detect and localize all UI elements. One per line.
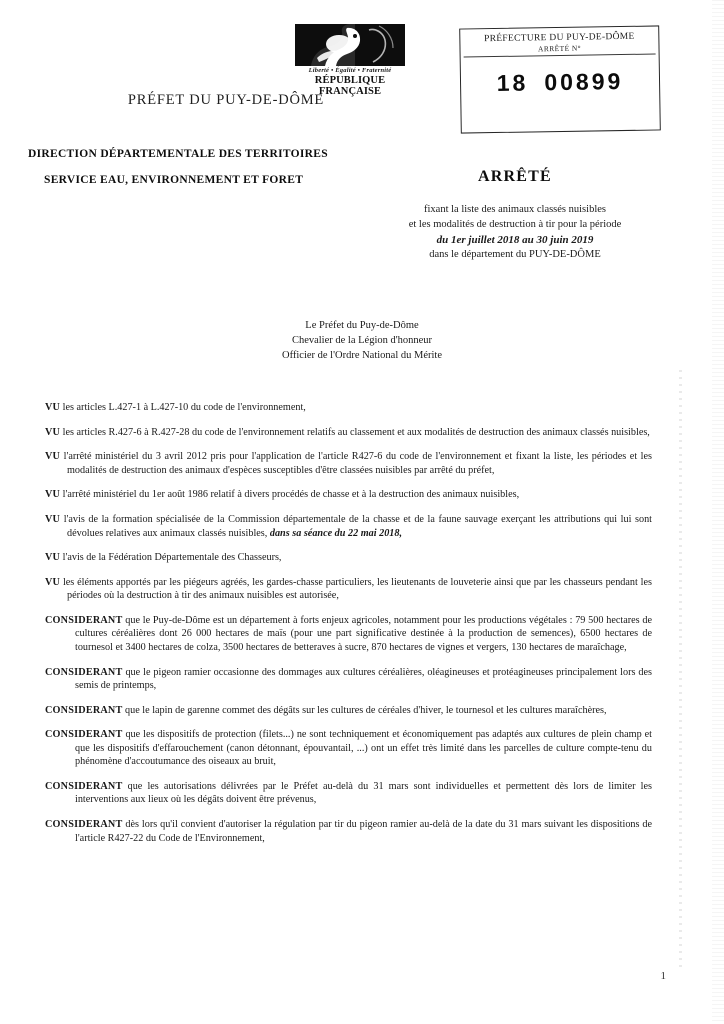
republic-name: RÉPUBLIQUE FRANÇAISE <box>314 75 386 97</box>
clause-considerant-7 <box>45 614 652 655</box>
clause-considerant-9 <box>45 704 652 718</box>
clause-text: l'arrêté ministériel du 3 avril 2012 pris pour l'application de l'article R427-6 du code de l'environnement et fixant la liste, les périodes et les modalités de destruction des animaux d'espèces susceptibles d'être classées nuisibles par arrêté du préfet, <box>60 451 652 476</box>
clause-keyword: CONSIDERANT <box>45 704 123 716</box>
decree-title: ARRÊTÉ <box>478 168 552 185</box>
clause-text: les articles L.427-1 à L.427-10 du code de l'environnement, <box>60 402 306 414</box>
clause-keyword: CONSIDERANT <box>45 614 123 626</box>
direction-heading: DIRECTION DÉPARTEMENTALE DES TERRITOIRES <box>28 148 328 160</box>
clause-text: que le pigeon ramier occasionne des dommages aux cultures céréalières, oléagineuses et protéagineuses principalement lors des semis de printemps, <box>75 666 652 692</box>
clause-list <box>45 391 652 856</box>
republic-emblem-block <box>283 24 417 97</box>
decree-subtitle-period: du 1er juillet 2018 au 30 juin 2019 <box>436 233 594 246</box>
clause-keyword: VU <box>45 402 61 414</box>
scan-artifact-right <box>712 0 724 1024</box>
decree-title-block <box>355 168 675 263</box>
stamp-number-year: 18 <box>496 69 529 96</box>
decree-subtitle-line-2: et les modalités de destruction à tir pour la période <box>408 218 622 230</box>
marianne-icon <box>295 24 405 66</box>
stamp-header <box>463 26 655 57</box>
clause-vu-1 <box>45 426 652 440</box>
prefet-identity-block <box>0 318 724 364</box>
clause-vu-5 <box>45 551 652 565</box>
clause-considerant-10 <box>45 728 652 769</box>
clause-considerant-12 <box>45 818 652 845</box>
clause-text: l'avis de la formation spécialisée de la Commission départementale de la chasse et de la faune sauvage exerçant les attributions qui lui sont dévolues relatives aux animaux classés nuisibles, <box>60 514 652 539</box>
identity-line-1: Le Préfet du Puy-de-Dôme <box>305 320 419 331</box>
decree-subtitle-line-1: fixant la liste des animaux classés nuisibles <box>424 204 606 215</box>
arrete-stamp-box <box>459 25 661 133</box>
clause-vu-6 <box>45 576 652 603</box>
clause-emphasis: dans sa séance du 22 mai 2018, <box>269 527 403 539</box>
clause-vu-0 <box>45 401 652 415</box>
clause-text: que les dispositifs de protection (filets...) ne sont techniquement et économiquement pas adaptés aux cultures de plein champ et que les dispositifs d'effarouchement (canon détonnant, épouvantail, ...) ont un effet très limité dans les parcelles de culture compte-tenu du phénomène d'accoutumance des oiseaux au bruit, <box>75 729 652 768</box>
clause-considerant-11 <box>45 780 652 807</box>
clause-keyword: VU <box>45 552 61 564</box>
prefet-heading: PRÉFET DU PUY-DE-DÔME <box>127 92 325 108</box>
stamp-number <box>461 67 659 97</box>
scan-artifact-column <box>679 370 682 970</box>
stamp-prefecture-label: PRÉFECTURE DU PUY-DE-DÔME <box>483 31 635 45</box>
clause-text: les articles R.427-6 à R.427-28 du code de l'environnement relatifs au classement et aux modalités de destruction des animaux classés nuisibles, <box>60 426 650 438</box>
clause-text: l'arrêté ministériel du 1er août 1986 relatif à divers procédés de chasse et à la destruction des animaux nuisibles, <box>60 489 520 501</box>
service-heading: SERVICE EAU, ENVIRONNEMENT ET FORET <box>44 174 304 186</box>
clause-keyword: VU <box>45 489 61 501</box>
stamp-number-serial: 00899 <box>544 68 624 96</box>
clause-keyword: VU <box>45 514 61 525</box>
decree-subtitle-department: dans le département du PUY-DE-DÔME <box>429 249 601 261</box>
clause-keyword: VU <box>45 426 61 438</box>
clause-text: que les autorisations délivrées par le Préfet au-delà du 31 mars sont individuelles et permettent dès lors de limiter les interventions aux lieux où les dégâts doivent être prévenus, <box>75 780 652 806</box>
clause-keyword: CONSIDERANT <box>45 780 123 792</box>
stamp-arrete-label: ARRÊTÉ N° <box>537 43 582 54</box>
clause-considerant-8 <box>45 666 652 693</box>
identity-line-3: Officier de l'Ordre National du Mérite <box>281 350 442 362</box>
page-number: 1 <box>660 970 666 982</box>
clause-vu-4 <box>45 513 652 540</box>
clause-text: dès lors qu'il convient d'autoriser la régulation par tir du pigeon ramier au-delà de la date du 31 mars suivant les dispositions de l'article R427-22 du Code de l'Environnement, <box>75 819 652 844</box>
decree-subtitle <box>355 203 675 263</box>
clause-keyword: VU <box>45 576 61 588</box>
identity-line-2: Chevalier de la Légion d'honneur <box>291 335 433 347</box>
clause-keyword: CONSIDERANT <box>45 666 123 678</box>
clause-keyword: CONSIDERANT <box>45 729 123 741</box>
clause-text: que le lapin de garenne commet des dégâts sur les cultures de céréales d'hiver, le tournesol et les cultures maraîchères, <box>122 704 607 716</box>
republic-motto: Liberté • Égalité • Fraternité <box>308 67 392 74</box>
clause-text: l'avis de la Fédération Départementale des Chasseurs, <box>60 552 282 564</box>
clause-vu-2 <box>45 450 652 477</box>
clause-text: les éléments apportés par les piégeurs agréés, les gardes-chasse particuliers, les lieutenants de louveterie ainsi que par les chasseurs pendant les périodes où la destruction à tir des animaux nuisibles est autorisée, <box>60 576 652 602</box>
clause-vu-3 <box>45 488 652 502</box>
clause-keyword: VU <box>45 451 61 463</box>
clause-text: que le Puy-de-Dôme est un département à forts enjeux agricoles, notamment pour les productions végétales : 79 500 hectares de cultures céréalières dont 26 000 hectares de maïs (pour une part significative destinée à la production de semences), 6500 hectares de tournesol et 3400 hectares de colza, 3500 hectares de betteraves à sucre, 870 hectares de vignes et vergers, 130 hectares de maraîchage, <box>75 614 652 653</box>
clause-keyword: CONSIDERANT <box>45 819 123 830</box>
